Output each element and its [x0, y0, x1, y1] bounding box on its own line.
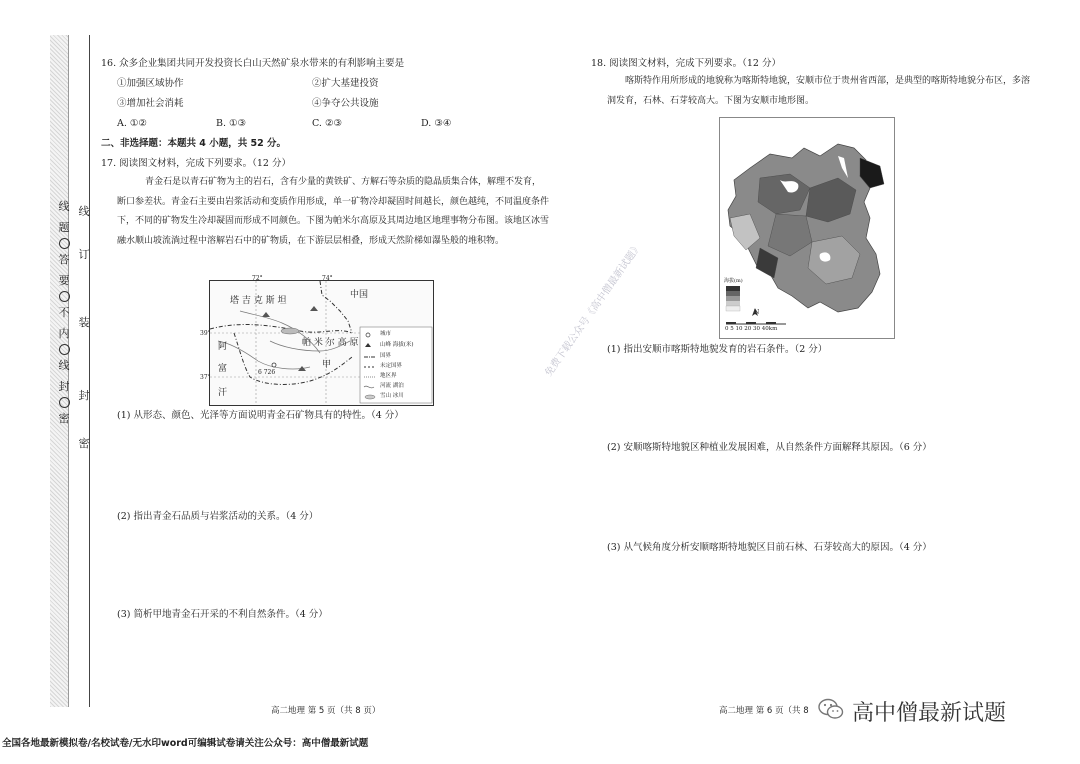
- q17-subquestion-3: (3) 简析甲地青金石开采的不利自然条件。（4 分）: [117, 609, 328, 620]
- q16-choice-b: B. ①③: [216, 118, 247, 129]
- watermark: 免费下载公众号《高中僧最新试题》: [543, 241, 645, 379]
- map-lon-72: 72°: [252, 275, 263, 282]
- bottom-note: 全国各地最新模拟卷/名校试卷/无水印word可编辑试卷请关注公众号：高中僧最新试题: [2, 738, 369, 749]
- binding-char: 密: [78, 437, 90, 450]
- binding-char: 线: [58, 359, 70, 372]
- map-label-afghanistan-3: 汗: [218, 388, 228, 398]
- legend-border: 国界: [380, 353, 392, 359]
- binding-char: 订: [78, 248, 90, 261]
- binding-column-inner: [76, 205, 92, 450]
- binding-char: 封: [58, 380, 70, 393]
- page-footer-left: 高二地理 第 5 页（共 8 页）: [271, 706, 381, 716]
- q17-paragraph: 青金石是以青石矿物为主的岩石，含有少量的黄铁矿、方解石等杂质的隐晶质集合体，解理不发育，断口参差状。青金石主要由岩浆活动和变质作用形成，单一矿物冷却凝固时间越长，颜色越纯，不同温度条件下，不同的矿物发生冷却凝固而形成不同颜色。下图为帕米尔高原及其周边地区地理事物分布图。该地区冰雪融水顺山坡流淌过程中溶解岩石中的矿物质，在下游层层相叠，形成天然阶梯如瀑坠般的堆积物。: [117, 177, 550, 246]
- section-2-heading: 二、非选择题：本题共 4 小题，共 52 分。: [101, 138, 287, 149]
- map-lon-74: 74°: [322, 275, 333, 282]
- q18-subquestion-1: (1) 指出安顺市喀斯特地貌发育的岩石条件。（2 分）: [607, 344, 828, 355]
- binding-circle: [59, 291, 70, 302]
- q16-stem: 16. 众多企业集团共同开发投资长白山天然矿泉水带来的有利影响主要是: [101, 58, 405, 69]
- map-label-pamir: 帕 米 尔 高 原: [302, 338, 359, 348]
- binding-char: 密: [58, 412, 70, 425]
- q18-stem: 18. 阅读图文材料，完成下列要求。（12 分）: [591, 58, 781, 69]
- page-footer-right: 高二地理 第 6 页（共 8: [719, 706, 809, 716]
- map-label-china: 中国: [350, 290, 369, 300]
- anshun-map: [719, 117, 895, 339]
- map-label-afghanistan-2: 富: [218, 364, 228, 374]
- wechat-icon: [818, 698, 844, 720]
- legend-region-border: 地区界: [380, 373, 397, 379]
- binding-circle: [59, 238, 70, 249]
- map-lat-39: 39°: [200, 330, 211, 337]
- anshun-legend-title: 海拔(m): [724, 278, 743, 284]
- binding-char: 答: [58, 253, 70, 266]
- pamir-map: [200, 275, 434, 406]
- q17-subquestion-1: (1) 从形态、颜色、光泽等方面说明青金石矿物具有的特性。（4 分）: [117, 410, 404, 421]
- binding-char: 线: [58, 200, 70, 213]
- binding-char: 要: [58, 274, 70, 287]
- binding-char: 不: [58, 306, 70, 319]
- q16-choice-a: A. ①②: [117, 118, 147, 129]
- binding-circle: [59, 344, 70, 355]
- q16-option-3: ③增加社会消耗: [117, 98, 184, 109]
- map-label-peak: 6 726: [258, 369, 276, 376]
- q18-subquestion-3: (3) 从气候角度分析安顺喀斯特地貌区目前石林、石芽较高大的原因。（4 分）: [607, 542, 932, 553]
- binding-circle: [59, 397, 70, 408]
- brand-account-name: 高中僧最新试题: [852, 701, 1007, 726]
- binding-char: 题: [58, 221, 70, 234]
- q16-choice-d: D. ③④: [421, 118, 452, 129]
- map-label-tajikistan: 塔 吉 克 斯 坦: [230, 296, 287, 306]
- q16-option-1: ①加强区域协作: [117, 78, 184, 89]
- q18-paragraph: 喀斯特作用所形成的地貌称为喀斯特地貌，安顺市位于贵州省西部，是典型的喀斯特地貌分布区，多溶洞发育，石林、石芽较高大。下图为安顺市地形图。: [607, 76, 1031, 106]
- legend-river-lake: 河流 湖泊: [380, 383, 404, 389]
- q16-option-4: ④争夺公共设施: [312, 98, 379, 109]
- q16-choice-c: C. ②③: [312, 118, 343, 129]
- q18-subquestion-2: (2) 安顺喀斯特地貌区种植业发展困难，从自然条件方面解释其原因。（6 分）: [607, 442, 932, 453]
- map-label-jia: 甲: [322, 360, 332, 370]
- binding-column-outer: [56, 200, 72, 425]
- map-label-afghanistan-1: 阿: [218, 342, 228, 352]
- anshun-map-svg: [720, 118, 894, 338]
- anshun-north-label: N: [754, 309, 760, 316]
- legend-city: 城市: [380, 331, 392, 337]
- legend-undefined-border: 未定国界: [380, 363, 403, 369]
- map-lat-37: 37°: [200, 374, 211, 381]
- binding-char: 装: [78, 316, 90, 329]
- binding-char: 线: [78, 205, 90, 218]
- q16-option-2: ②扩大基建投资: [312, 78, 379, 89]
- anshun-scale-label: 0 5 10 20 30 40km: [725, 326, 778, 332]
- q17-subquestion-2: (2) 指出青金石品质与岩浆活动的关系。（4 分）: [117, 511, 319, 522]
- legend-peak: 山峰 海拔(米): [380, 342, 414, 348]
- binding-char: 封: [78, 389, 90, 402]
- legend-snow-glacier: 雪山 冰川: [380, 393, 404, 399]
- q17-stem: 17. 阅读图文材料，完成下列要求。（12 分）: [101, 158, 291, 169]
- binding-char: 内: [58, 327, 70, 340]
